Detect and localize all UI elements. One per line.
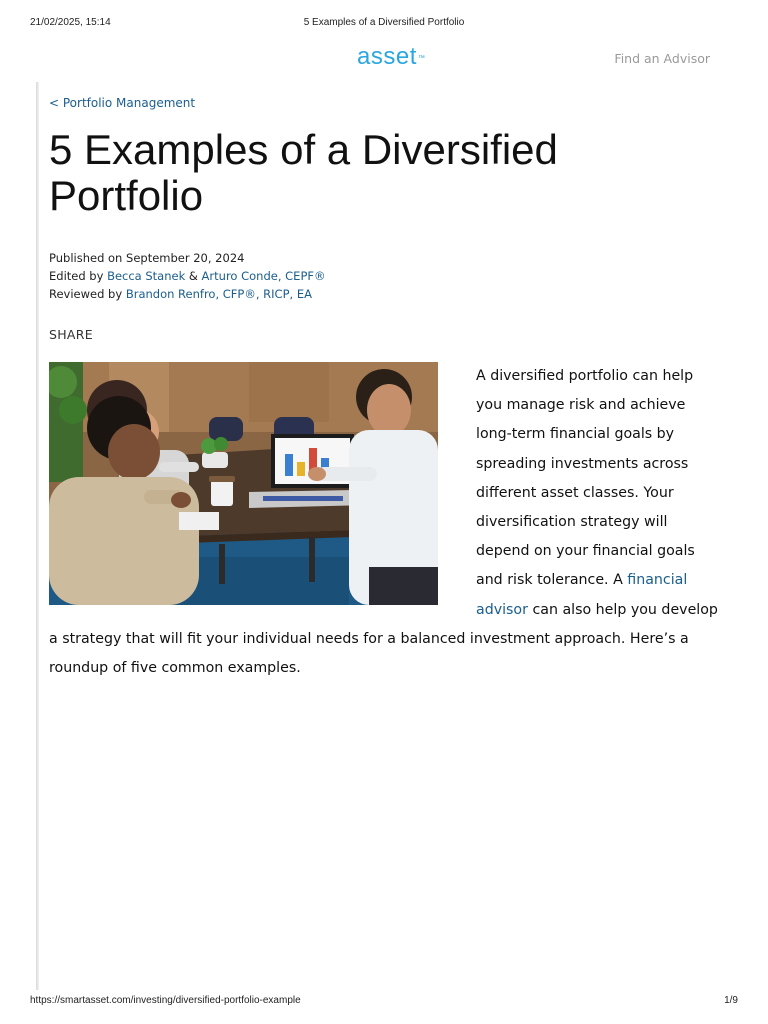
edited-label: Edited by xyxy=(49,269,104,283)
meeting-photo-illustration xyxy=(49,362,438,605)
print-footer xyxy=(30,995,738,1009)
print-date: 21/02/2025, 15:14 xyxy=(30,17,111,28)
reviewed-line xyxy=(49,285,721,303)
logo-text: asset xyxy=(357,43,417,70)
published-line xyxy=(49,249,721,267)
share-label[interactable]: SHARE xyxy=(49,327,93,342)
article-container xyxy=(49,90,721,683)
published-label: Published on xyxy=(49,251,123,265)
print-page-number: 1/9 xyxy=(724,995,738,1006)
intro-text-after-link: can also help you develop a strategy that will fit your individual needs for a balanced investment approach. Here’s a roundup of five common examples. xyxy=(49,601,718,677)
published-date: September 20, 2024 xyxy=(126,251,245,265)
reviewed-label: Reviewed by xyxy=(49,287,123,301)
editor-link-2[interactable]: Arturo Conde, CEPF® xyxy=(201,269,326,283)
print-url: https://smartasset.com/investing/diversified-portfolio-example xyxy=(30,995,301,1006)
print-header xyxy=(30,17,738,31)
editor-join: & xyxy=(188,269,198,283)
find-advisor-link[interactable]: Find an Advisor xyxy=(614,51,710,66)
breadcrumb-portfolio-management[interactable]: < Portfolio Management xyxy=(49,96,196,110)
edited-line xyxy=(49,267,721,285)
page-title: 5 Examples of a Diversified Portfolio xyxy=(49,126,558,219)
financial-advisor-link[interactable]: financial advisor xyxy=(476,572,688,618)
reviewer-link[interactable]: Brandon Renfro, CFP®, RICP, EA xyxy=(125,287,312,301)
article-photo xyxy=(49,362,438,605)
intro-text-before-link: A diversified portfolio can help you manage risk and achieve long-term financial goals by spreading investments across different asset classes. Your diversification strategy will depend on your financial goals and risk tolerance. A xyxy=(476,368,695,589)
site-logo[interactable] xyxy=(357,43,425,71)
left-edge-divider xyxy=(36,82,39,990)
article-body xyxy=(49,362,721,683)
logo-trademark: ™ xyxy=(417,55,426,62)
article-meta xyxy=(49,249,721,303)
print-document-title: 5 Examples of a Diversified Portfolio xyxy=(303,17,465,28)
editor-link-1[interactable]: Becca Stanek xyxy=(107,269,186,283)
